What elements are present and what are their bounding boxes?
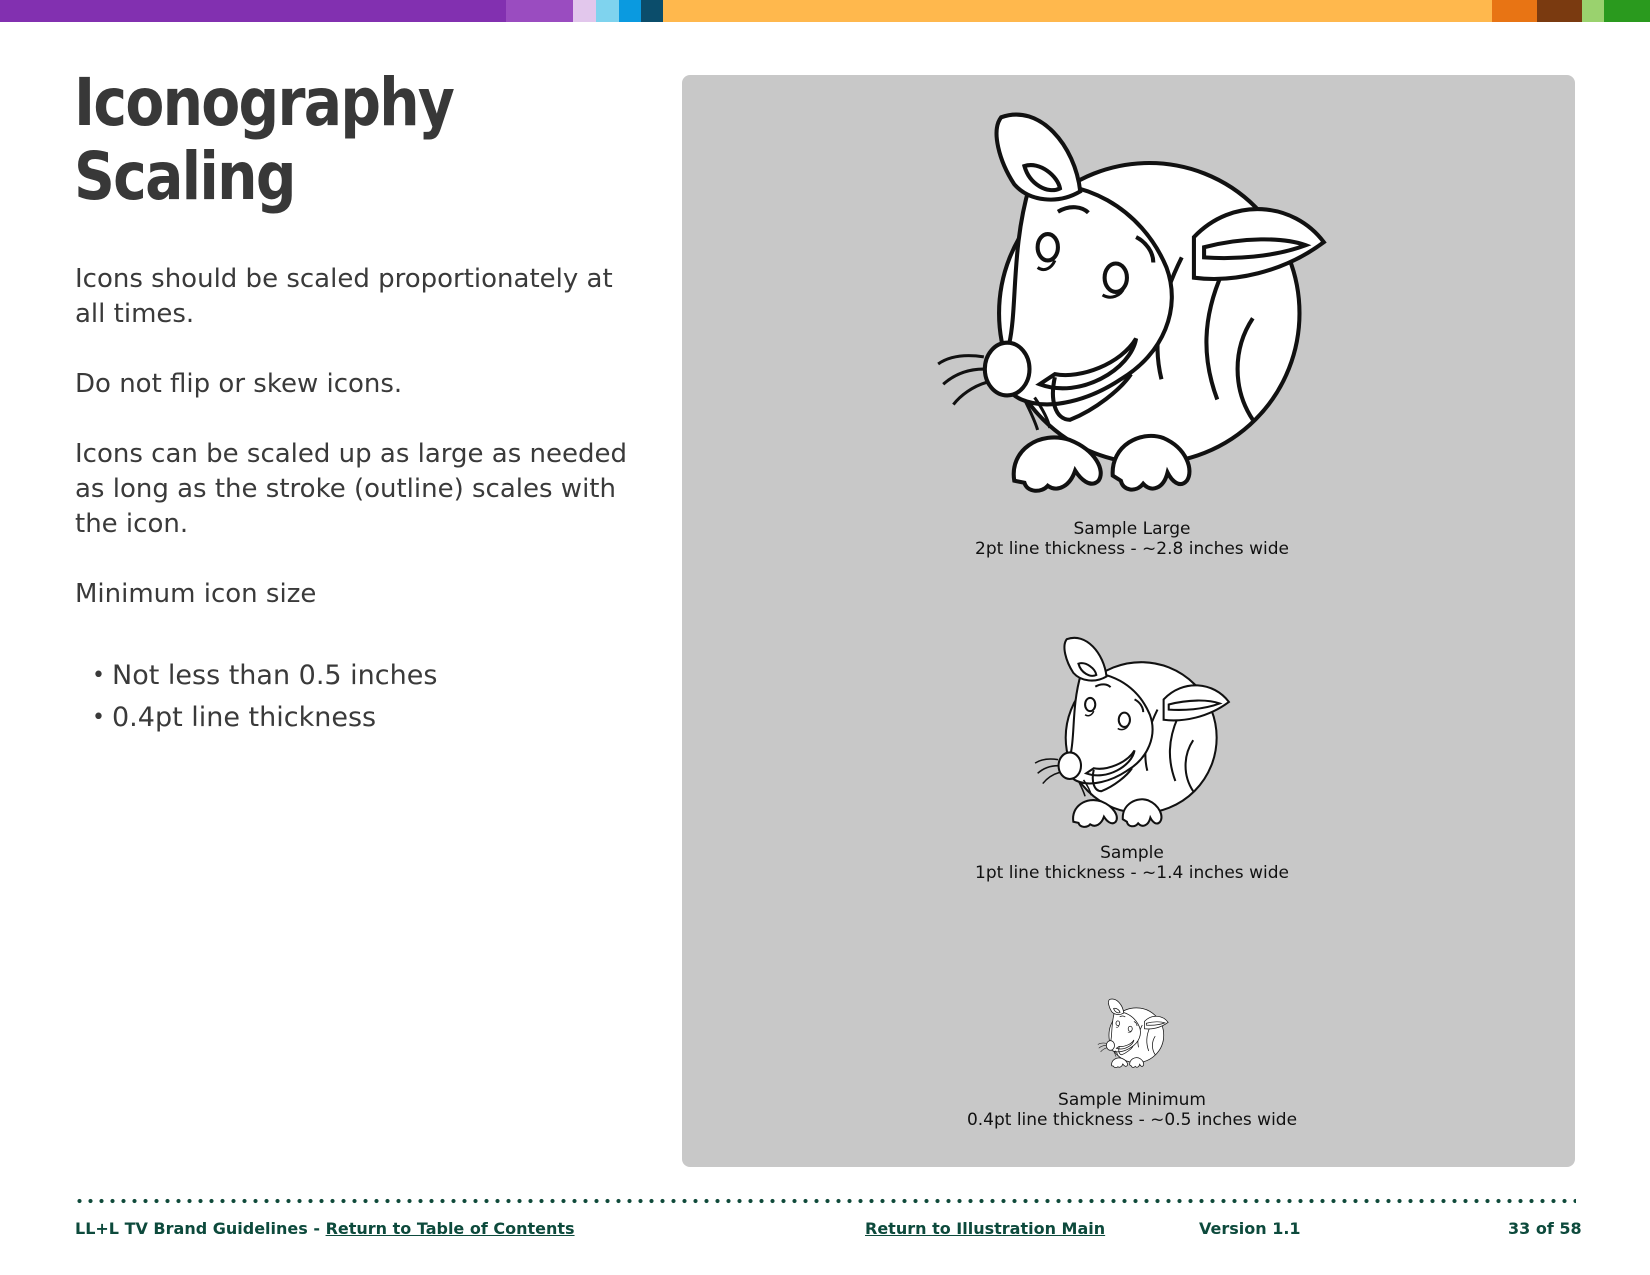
paragraph-scale-up: Icons can be scaled up as large as needed as long as the stroke (outline) scales with the icon. bbox=[75, 439, 628, 539]
color-swatch bbox=[573, 0, 596, 22]
color-swatch bbox=[1582, 0, 1604, 22]
list-item: • 0.4pt line thickness bbox=[92, 697, 437, 739]
color-swatch bbox=[1604, 0, 1650, 22]
color-swatch bbox=[506, 0, 573, 22]
armadillo-icon bbox=[928, 92, 1334, 504]
color-swatch bbox=[1492, 0, 1537, 22]
sample-minimum-caption bbox=[882, 1090, 1382, 1130]
sample-minimum-title: Sample Minimum bbox=[1058, 1090, 1206, 1110]
color-swatch bbox=[619, 0, 641, 22]
paragraph-proportional: Icons should be scaled proportionately at all times. bbox=[75, 264, 613, 329]
sample-large-detail: 2pt line thickness - ~2.8 inches wide bbox=[975, 539, 1289, 559]
header-color-bar bbox=[0, 0, 1650, 22]
footer-page-number: 33 of 58 bbox=[1508, 1219, 1582, 1238]
page-title bbox=[74, 66, 453, 214]
return-to-illustration-main-link[interactable]: Return to Illustration Main bbox=[865, 1219, 1106, 1238]
list-item: • Not less than 0.5 inches bbox=[92, 655, 437, 697]
title-line-1: Iconography bbox=[74, 64, 454, 141]
color-swatch bbox=[1537, 0, 1582, 22]
armadillo-icon bbox=[1096, 995, 1170, 1070]
footer-brand-text: LL+L TV Brand Guidelines - bbox=[75, 1219, 326, 1238]
color-swatch bbox=[596, 0, 619, 22]
paragraph-no-flip: Do not flip or skew icons. bbox=[75, 369, 403, 399]
sample-title: Sample bbox=[1100, 843, 1164, 863]
sample-large-title: Sample Large bbox=[1073, 519, 1191, 539]
minimum-size-list bbox=[92, 655, 437, 739]
sample-minimum-detail: 0.4pt line thickness - ~0.5 inches wide bbox=[966, 1110, 1298, 1130]
title-line-2: Scaling bbox=[74, 138, 295, 215]
footer-illustration bbox=[865, 1219, 1105, 1239]
color-swatch bbox=[663, 0, 1492, 22]
sample-caption bbox=[882, 843, 1382, 883]
color-swatch bbox=[641, 0, 663, 22]
sample-detail: 1pt line thickness - ~1.4 inches wide bbox=[975, 863, 1289, 883]
footer-version: Version 1.1 bbox=[1199, 1219, 1301, 1238]
armadillo-icon bbox=[1030, 627, 1234, 833]
footer-brand bbox=[75, 1219, 575, 1239]
color-swatch bbox=[400, 0, 506, 22]
return-to-toc-link[interactable]: Return to Table of Contents bbox=[325, 1219, 575, 1238]
paragraph-minimum-size: Minimum icon size bbox=[75, 579, 317, 609]
sample-large-caption bbox=[882, 519, 1382, 559]
footer-divider bbox=[74, 1198, 1576, 1204]
body-text bbox=[75, 262, 635, 647]
color-swatch bbox=[0, 0, 400, 22]
